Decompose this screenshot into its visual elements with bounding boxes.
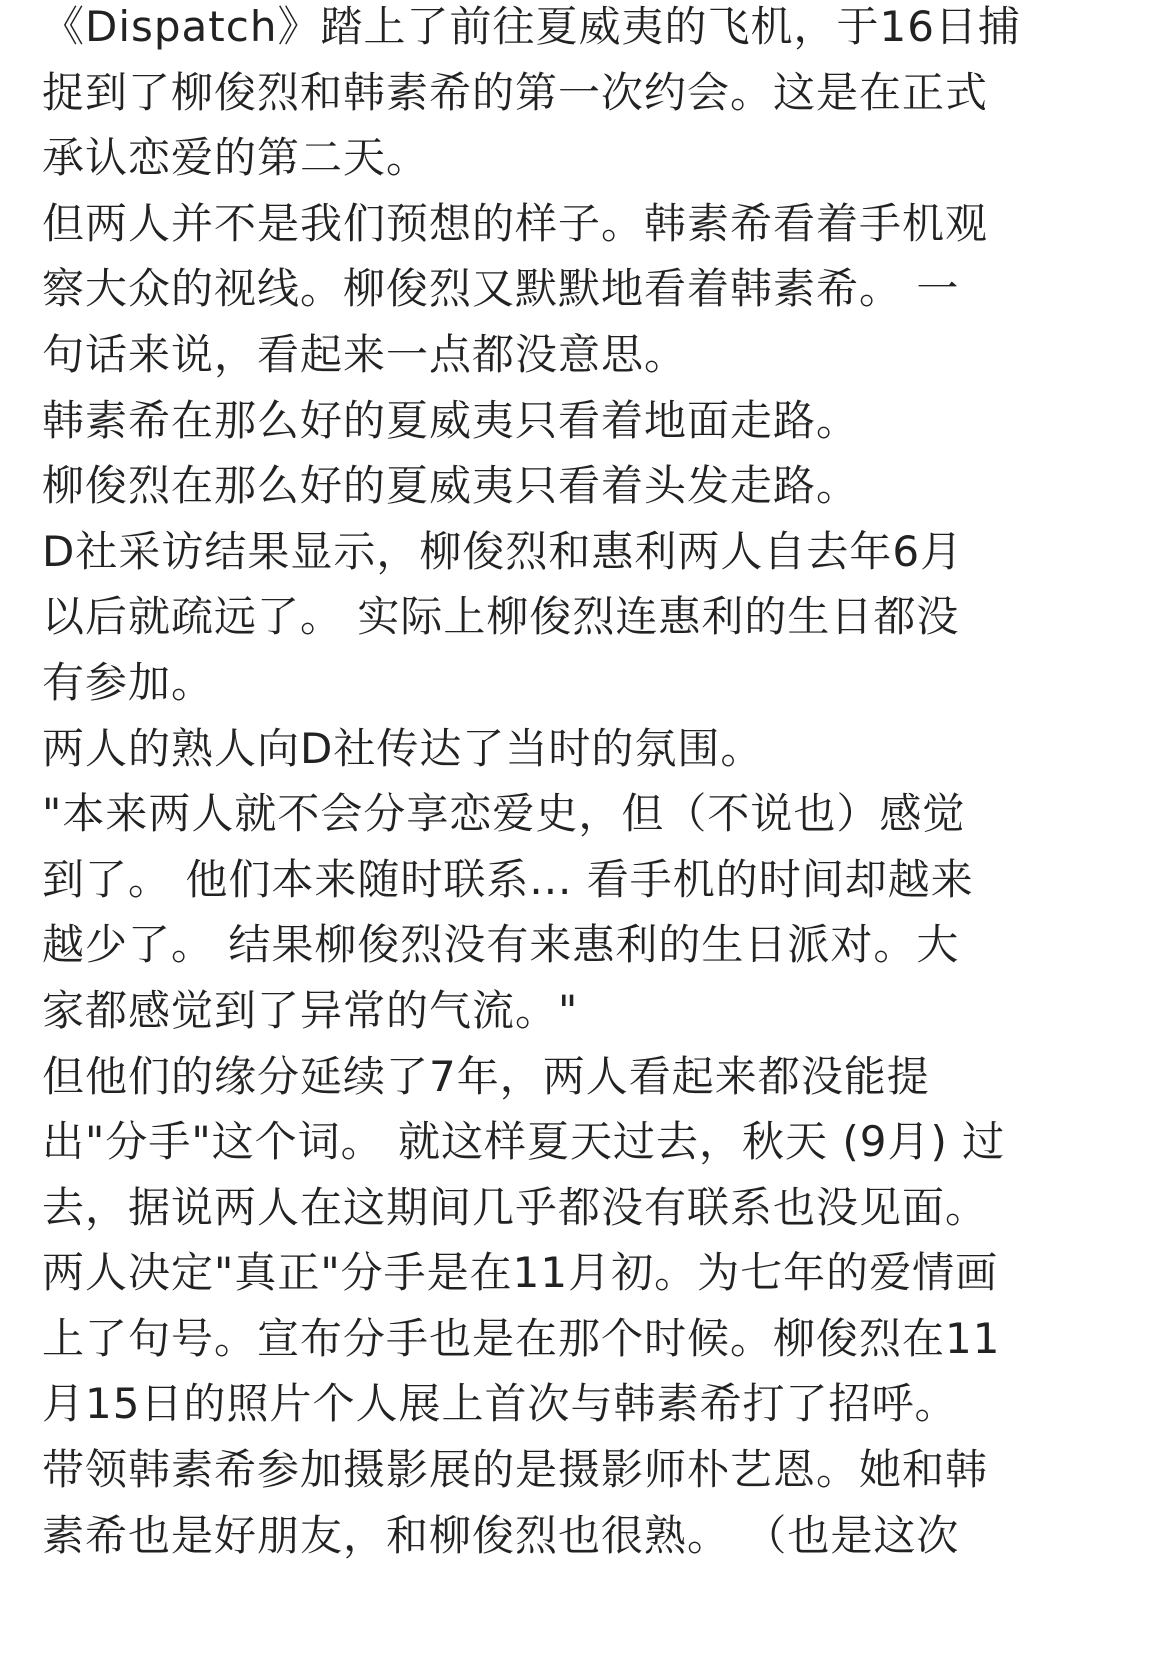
text-line: 上了句号。宣布分手也是在那个时候。柳俊烈在11 <box>42 1313 1001 1363</box>
text-line: 柳俊烈在那么好的夏威夷只看着头发走路。 <box>42 461 860 511</box>
text-line: 察大众的视线。柳俊烈又默默地看着韩素希。 一 <box>42 264 960 314</box>
text-line: 以后就疏远了。 实际上柳俊烈连惠利的生日都没 <box>42 592 960 642</box>
text-line: 月15日的照片个人展上首次与韩素希打了招呼。 <box>42 1379 958 1429</box>
text-line: "本来两人就不会分享恋爱史，但（不说也）感觉 <box>42 789 966 839</box>
text-line: 韩素希在那么好的夏威夷只看着地面走路。 <box>42 395 860 445</box>
article-text <box>42 0 1168 1568</box>
text-line: 越少了。 结果柳俊烈没有来惠利的生日派对。大 <box>42 920 960 970</box>
text-line: 但两人并不是我们预想的样子。韩素希看着手机观 <box>42 198 989 248</box>
text-line: 素希也是好朋友，和柳俊烈也很熟。 （也是这次 <box>42 1510 960 1560</box>
text-line: 句话来说，看起来一点都没意思。 <box>42 329 688 379</box>
text-line: 两人决定"真正"分手是在11月初。为七年的爱情画 <box>42 1248 999 1298</box>
text-line: 但他们的缘分延续了7年，两人看起来都没能提 <box>42 1051 930 1101</box>
text-line: 承认恋爱的第二天。 <box>42 133 430 183</box>
text-line: 有参加。 <box>42 657 215 707</box>
text-line: 去，据说两人在这期间几乎都没有联系也没见面。 <box>42 1182 989 1232</box>
text-line: 出"分手"这个词。 就这样夏天过去，秋天 (9月) 过 <box>42 1117 1006 1167</box>
text-line: 带领韩素希参加摄影展的是摄影师朴艺恩。她和韩 <box>42 1445 989 1495</box>
text-line: 捉到了柳俊烈和韩素希的第一次约会。这是在正式 <box>42 67 989 117</box>
text-line: 两人的熟人向D社传达了当时的氛围。 <box>42 723 764 773</box>
text-line: 家都感觉到了异常的气流。" <box>42 985 579 1035</box>
text-line: 到了。 他们本来随时联系... 看手机的时间却越来 <box>42 854 974 904</box>
text-line: D社采访结果显示，柳俊烈和惠利两人自去年6月 <box>42 526 964 576</box>
text-line: 《Dispatch》踏上了前往夏威夷的飞机，于16日捕 <box>42 2 1021 51</box>
